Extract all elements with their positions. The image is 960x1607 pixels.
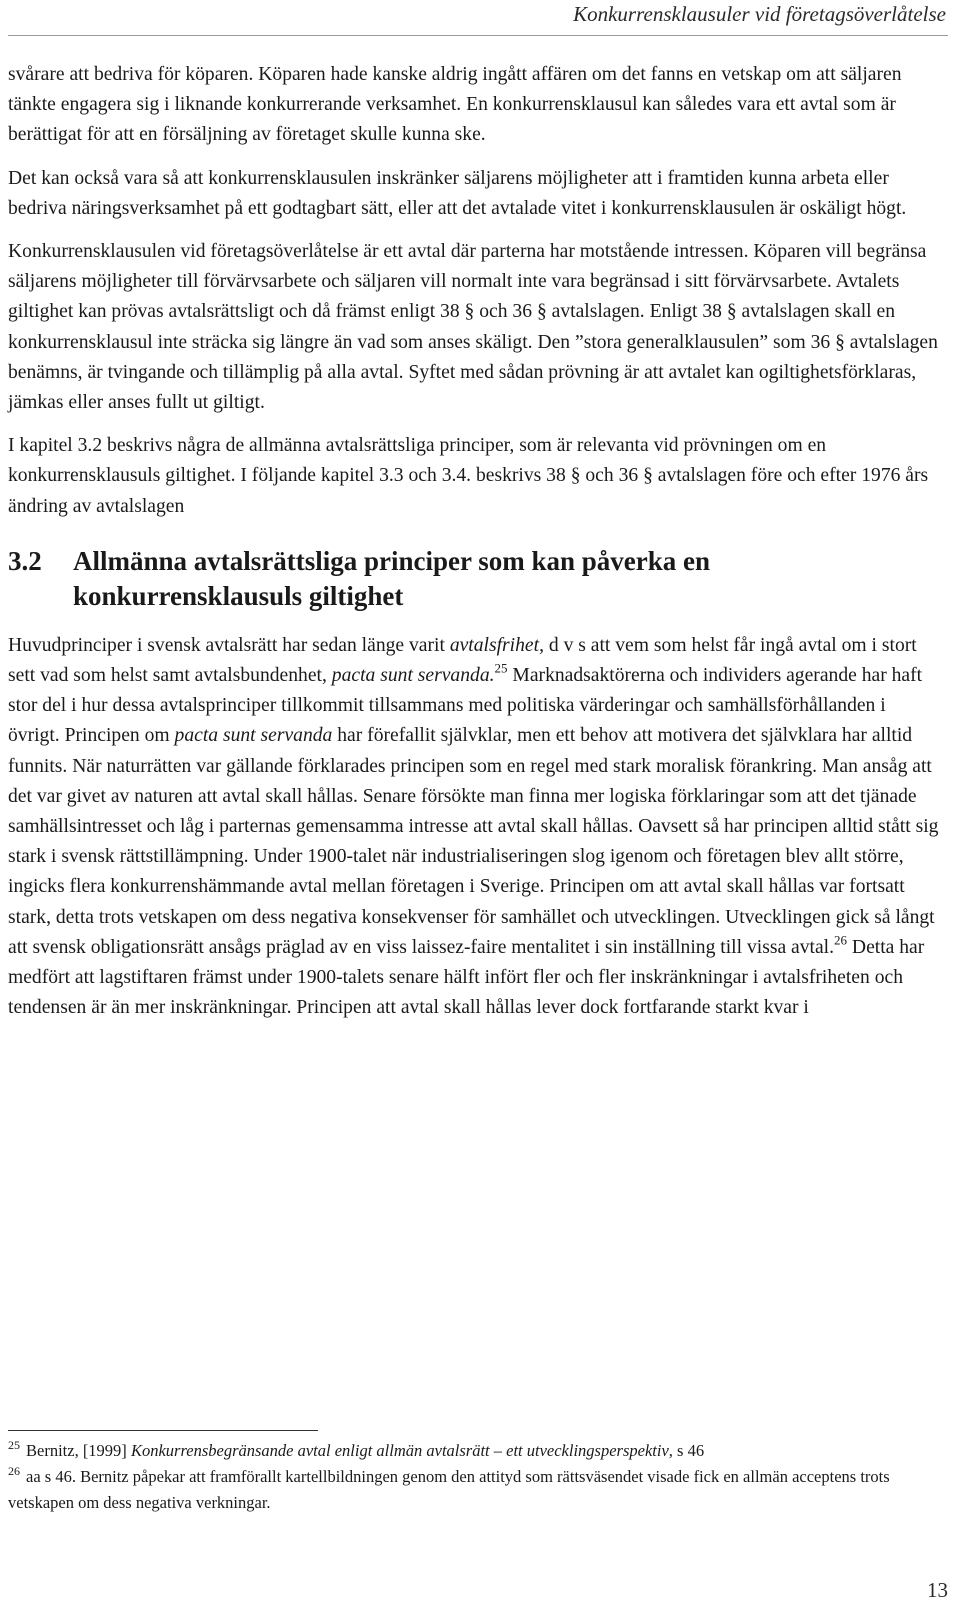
text-run: Detta har medfört att lagstiftaren främst under 1900-talets senare hälft infört fler och fler inskränkningar i avtalsfriheten och tendensen är än mer inskränkningar. Principen att avtal skall hållas lever dock fortfarande starkt kvar i [8, 936, 925, 1019]
page-number: 13 [927, 1578, 948, 1602]
paragraph-text [8, 237, 940, 418]
running-header: Konkurrensklausuler vid företagsöverlåtelse [573, 2, 946, 26]
section-sign: § [726, 301, 737, 323]
footnote-text: Bernitz, [1999] [26, 1441, 131, 1460]
section-sign: § [835, 331, 845, 353]
footnote-marker: 26 [8, 1463, 20, 1478]
paragraph-text [8, 431, 940, 522]
footnote-title: Konkurrensbegränsande avtal enligt allmän avtalsrätt – ett utvecklingsperspektiv [130, 1441, 669, 1460]
paragraph-text: svårare att bedriva för köparen. Köparen hade kanske aldrig ingått affären om det fanns en vetskap om att säljaren tänkte engagera sig i liknande konkurrerande verksamhet. En konkurrensklausul kan således vara ett avtal som är berättigat för att en försäljning av företaget skulle kunna ske. [8, 64, 902, 146]
section-sign: § [643, 465, 653, 487]
footnote-25 [8, 1438, 940, 1464]
text-run: och 36 [580, 465, 644, 487]
footnote-reference[interactable]: 26 [834, 932, 848, 948]
section-sign: § [536, 301, 547, 323]
text-run: avtalslagen. Enligt 38 [546, 301, 727, 323]
paragraph [8, 164, 940, 224]
text-run: Marknadsaktörerna och individers agerande har haft stor del i hur dessa avtalsprinciper tillkommit tillsammans med politiska värderingar och samhällsförhållanden i övrigt. Principen om [8, 665, 923, 747]
text-run: Huvudprinciper i svensk avtalsrätt har sedan länge varit [8, 634, 450, 656]
section-sign: § [570, 465, 581, 487]
paragraph [8, 60, 940, 151]
text-run: avtalslagen skall en konkurrensklausul inte sträcka sig längre än vad som anses skäligt. Den ”stora generalklausulen” som 36 [8, 301, 895, 353]
footnote-26 [8, 1464, 940, 1516]
emphasis: avtalsfrihet, [449, 634, 544, 656]
section-sign: § [464, 301, 475, 323]
paragraph [8, 431, 940, 522]
text-run: I kapitel 3.2 beskrivs några de allmänna avtalsrättsliga principer, som är relevanta vid prövningen om en konkurrensklausuls giltighet. I följande kapitel 3.3 och 3.4. beskrivs 38 [8, 435, 827, 487]
footnote-text: , s 46 [668, 1441, 705, 1460]
section-number: 3.2 [8, 545, 42, 576]
footnote-text: aa s 46. Bernitz påpekar att framförallt kartellbildningen genom den attityd som rättsväsendet visade fick en allmän acceptens trots vetskapen om dess negativa verkningar. [8, 1467, 890, 1512]
footnote-reference[interactable]: 25 [494, 660, 508, 676]
emphasis: pacta sunt servanda [174, 725, 333, 747]
text-run: och 36 [474, 301, 537, 323]
text-run: har förefallit självklar, men ett behov att motivera det självklara har alltid funnits. När naturrätten var gällande förklarades principen som en regel med stark moralisk förankring. Man ansåg att det var givet av naturen att avtal skall hållas. Senare försökte man finna mer logiska förklaringar som att det tjänade samhällsintresset och låg i parternas gemensamma intresse att avtal skall hållas. Oavsett så har principen alltid stått sig stark i svensk rättstillämpning. Under 1900-talet när industrialiseringen slog igenom och företagen blev allt större, ingicks flera konkurrenshämmande avtal mellan företagen i Sverige. Principen om att avtal skall hållas var fortsatt stark, detta trots vetskapen om dess negativa konsekvenser för samhället och utvecklingen. Utvecklingen gick så långt att svensk obligationsrätt ansågs präglad av en viss laissez-faire mentalitet i sin inställning till vissa avtal. [8, 725, 939, 958]
paragraph [8, 631, 940, 1024]
footnote-separator [8, 1430, 318, 1431]
paragraph [8, 237, 940, 418]
page-body [8, 60, 940, 1036]
paragraph-text [8, 631, 940, 1024]
section-heading [8, 544, 940, 614]
paragraph-text: Det kan också vara så att konkurrensklausulen inskränker säljarens möjligheter att i framtiden kunna arbeta eller bedriva näringsverksamhet på ett godtagbart sätt, eller att det avtalade vitet i konkurrensklausulen är oskäligt högt. [8, 167, 907, 219]
header-rule [8, 35, 948, 36]
footnotes [8, 1438, 940, 1516]
text-run: Konkurrensklausulen vid företagsöverlåtelse är ett avtal där parterna har motstående intressen. Köparen vill begränsa säljarens möjligheter till förvärvsarbete och säljaren vill normalt inte vara begränsad i sitt förvärvsarbete. Avtalets giltighet kan prövas avtalsrättsligt och då främst enligt 38 [8, 241, 927, 323]
text-run: avtalslagen benämns, är tvingande och tillämplig på alla avtal. Syftet med sådan prövning är att avtalet kan ogiltighetsförklaras, jämkas eller anses fullt ut giltigt. [8, 331, 938, 414]
section-title: Allmänna avtalsrättsliga principer som kan påverka en konkurrensklausuls giltighet [73, 545, 711, 611]
footnote-marker: 25 [8, 1437, 20, 1452]
emphasis: pacta sunt servanda. [331, 665, 495, 687]
text-run: avtalslagen före och efter 1976 års ändring av avtalslagen [8, 465, 929, 517]
text-run: d v s att vem som helst får ingå avtal om i stort sett vad som helst samt avtalsbundenhet, [8, 634, 917, 687]
